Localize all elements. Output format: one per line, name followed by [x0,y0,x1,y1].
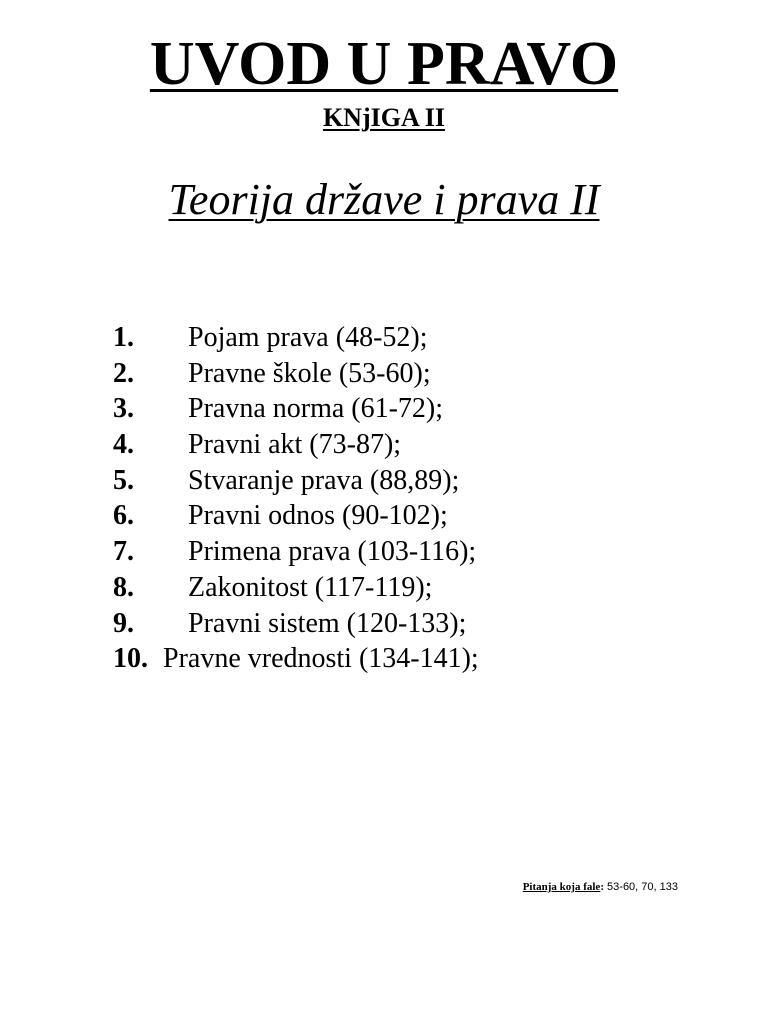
toc-item [113,606,479,642]
toc-item-text: Pravne vrednosti (134-141); [163,643,479,675]
document-heading-text: Teorija države i prava II [168,175,600,224]
toc-item-number: 5. [113,464,134,496]
toc-item-number: 10. [113,643,148,675]
toc-item-number: 3. [113,393,134,425]
toc-item [113,427,479,463]
document-title-text: UVOD U PRAVO [149,30,619,98]
missing-questions-label: Pitanja koja fale [522,881,601,893]
toc-item [113,356,479,392]
toc-item-text: Pravni sistem (120-133); [188,607,467,639]
document-heading [0,172,768,228]
document-title [0,28,768,100]
toc-item [113,498,479,534]
toc-item-text: Zakonitost (117-119); [188,571,433,603]
document-subtitle-text: KNjIGA II [322,103,446,132]
toc-item [113,570,479,606]
missing-questions-separator: : [600,881,604,893]
toc-item-number: 1. [113,322,134,353]
toc-item-text: Primena prava (103-116); [188,536,477,568]
toc-item-number: 6. [113,500,134,532]
toc-item-text: Stvaranje prava (88,89); [188,464,460,496]
document-subtitle [0,102,768,134]
missing-questions-note [523,880,678,894]
missing-questions-value: 53-60, 70, 133 [603,881,678,893]
table-of-contents [113,320,479,677]
toc-item [113,534,479,570]
toc-item-number: 9. [113,607,134,639]
toc-item [113,463,479,499]
toc-item [113,391,479,427]
toc-item [113,641,479,677]
toc-item [113,320,479,356]
toc-item-text: Pravni akt (73-87); [188,429,402,461]
toc-item-number: 7. [113,536,134,568]
toc-item-number: 4. [113,429,134,461]
toc-item-text: Pojam prava (48-52); [188,322,428,353]
toc-item-number: 2. [113,357,134,389]
toc-item-text: Pravni odnos (90-102); [188,500,448,532]
toc-item-text: Pravna norma (61-72); [188,393,444,425]
toc-item-text: Pravne škole (53-60); [188,357,431,389]
toc-item-number: 8. [113,571,134,603]
